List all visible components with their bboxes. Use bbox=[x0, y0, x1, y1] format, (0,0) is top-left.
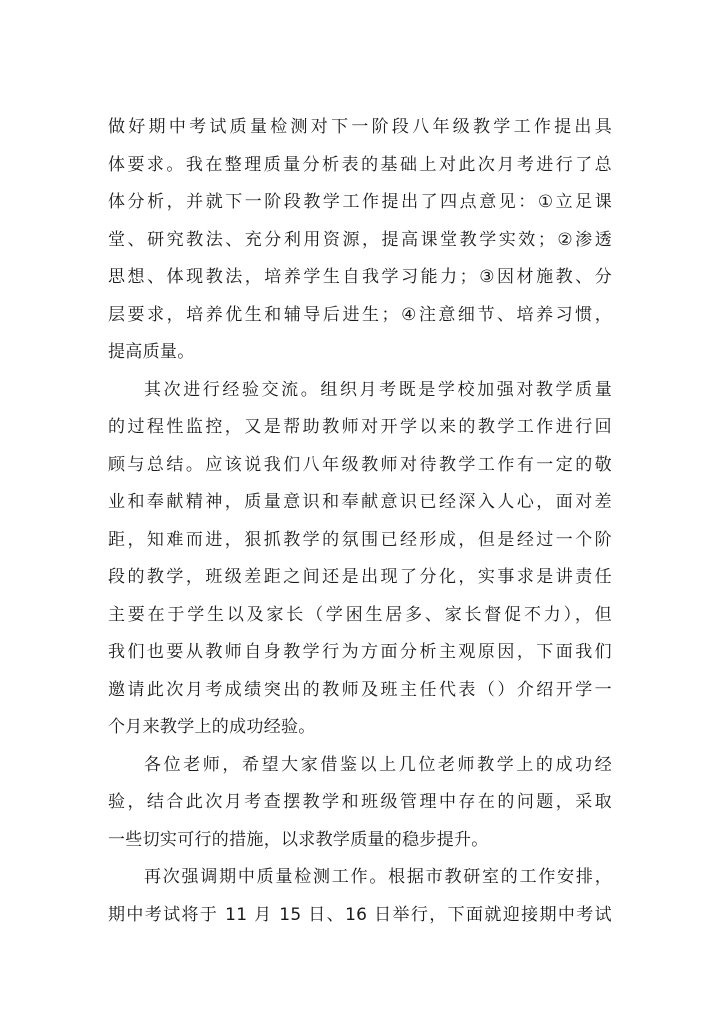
text-line: 再次强调期中质量检测工作。根据市教研室的工作安排， bbox=[144, 867, 612, 887]
text-line: 的过程性监控，又是帮助教师对开学以来的教学工作进行回 bbox=[108, 417, 612, 437]
text-line: 业和奉献精神，质量意识和奉献意识已经深入人心，面对差 bbox=[108, 492, 612, 512]
paragraph bbox=[108, 109, 612, 372]
text-line: 验，结合此次月考查摆教学和班级管理中存在的问题，采取 bbox=[108, 792, 612, 812]
text-line: 距，知难而进，狠抓教学的氛围已经形成，但是经过一个阶 bbox=[108, 529, 612, 550]
text-line: 提高质量。 bbox=[108, 342, 195, 362]
text-line: 思想、体现教法，培养学生自我学习能力；③因材施教、分 bbox=[108, 267, 612, 287]
document-body bbox=[108, 109, 612, 934]
text-line: 做好期中考试质量检测对下一阶段八年级教学工作提出具 bbox=[108, 117, 612, 137]
text-line: 邀请此次月考成绩突出的教师及班主任代表（）介绍开学一 bbox=[108, 679, 612, 700]
text-line: 各位老师，希望大家借鉴以上几位老师教学上的成功经 bbox=[144, 754, 612, 775]
text-line: 一些切实可行的措施，以求教学质量的稳步提升。 bbox=[108, 829, 489, 850]
text-line: 个月来教学上的成功经验。 bbox=[108, 717, 316, 737]
paragraph bbox=[108, 859, 612, 934]
paragraph bbox=[108, 747, 612, 860]
text-line: 主要在于学生以及家长（学困生居多、家长督促不力），但 bbox=[108, 604, 612, 625]
text-line: 体要求。我在整理质量分析表的基础上对此次月考进行了总 bbox=[108, 154, 612, 175]
text-line: 期中考试将于 11 月 15 日、16 日举行，下面就迎接期中考试 bbox=[108, 904, 612, 925]
text-line: 其次进行经验交流。组织月考既是学校加强对教学质量 bbox=[144, 379, 612, 400]
text-line: 顾与总结。应该说我们八年级教师对待教学工作有一定的敬 bbox=[108, 454, 612, 475]
text-line: 我们也要从教师自身教学行为方面分析主观原因，下面我们 bbox=[108, 642, 612, 662]
text-line: 体分析，并就下一阶段教学工作提出了四点意见：①立足课 bbox=[108, 192, 612, 212]
text-line: 段的教学，班级差距之间还是出现了分化，实事求是讲责任 bbox=[108, 567, 612, 587]
paragraph bbox=[108, 372, 612, 747]
text-line: 堂、研究教法、充分利用资源，提高课堂教学实效；②渗透 bbox=[108, 229, 612, 250]
text-line: 层要求，培养优生和辅导后进生；④注意细节、培养习惯， bbox=[108, 304, 612, 325]
